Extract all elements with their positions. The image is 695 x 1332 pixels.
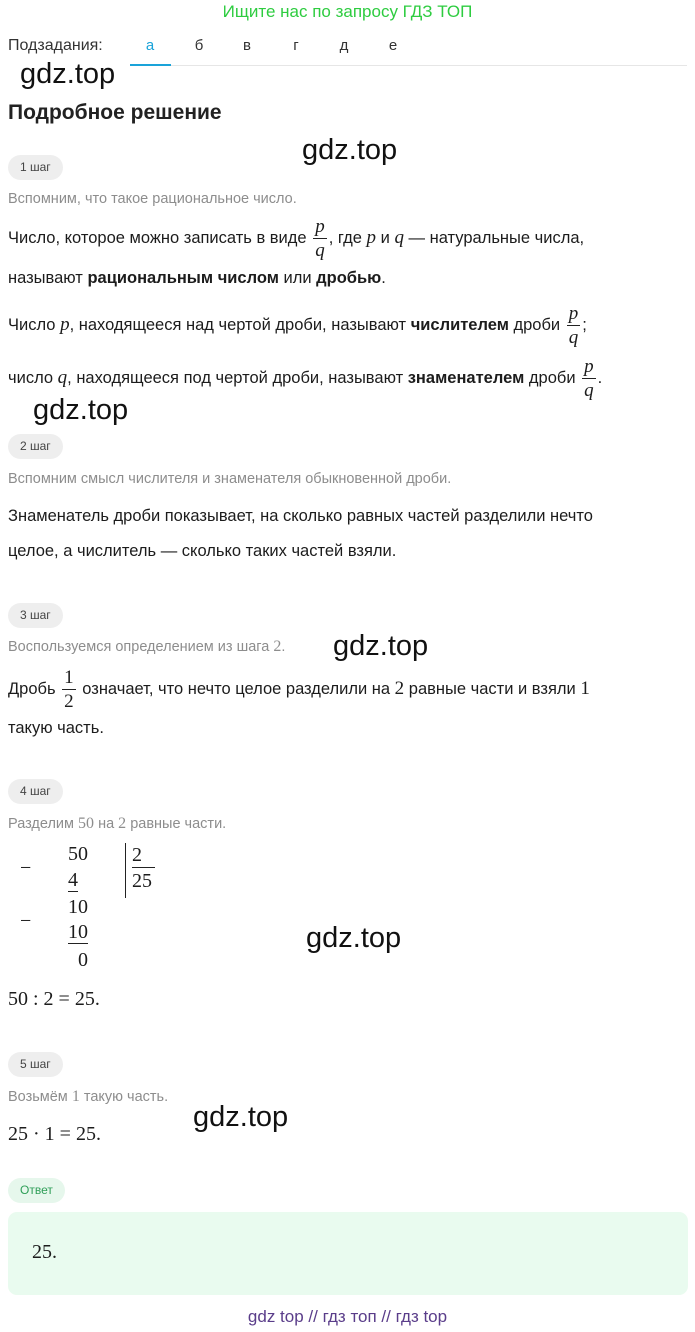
- watermark: gdz.top: [193, 1101, 289, 1133]
- text: дроби: [513, 315, 561, 334]
- division-minus: −: [20, 910, 32, 932]
- number: 1: [71, 1088, 80, 1105]
- step1-line3: [8, 302, 587, 348]
- step-badge-3: 3 шаг: [8, 603, 63, 628]
- step-badge-4: 4 шаг: [8, 779, 63, 804]
- text: называют: [8, 269, 83, 287]
- step2-line2: целое, а числитель — сколько таких частей взяли.: [8, 542, 397, 560]
- step-badge-1: 1 шаг: [8, 155, 63, 180]
- text: такую часть.: [83, 1089, 169, 1105]
- text: равные части.: [130, 816, 227, 832]
- step3-line1: [8, 666, 590, 712]
- fraction-denominator: q: [315, 239, 325, 261]
- text: , находящееся над чертой дроби, называют: [69, 315, 407, 334]
- footer-links[interactable]: gdz top // гдз топ // гдз top: [247, 1307, 448, 1326]
- search-banner: Ищите нас по запросу ГДЗ ТОП: [222, 2, 473, 21]
- term-denominator: знаменателем: [407, 368, 525, 387]
- watermark: gdz.top: [333, 630, 429, 662]
- text: .: [381, 269, 386, 287]
- tab-subtask-e[interactable]: е: [388, 37, 398, 54]
- text: , находящееся под чертой дроби, называют: [67, 368, 404, 387]
- text: Число: [8, 315, 56, 334]
- section-title: Подробное решение: [8, 101, 222, 124]
- term-rational-number: рациональным числом: [87, 269, 279, 287]
- division-divisor: 2: [132, 843, 155, 868]
- number: 1: [580, 678, 590, 699]
- term-fraction: дробью: [316, 269, 382, 287]
- fraction-one-half: [62, 668, 76, 711]
- text: равные части и взяли: [408, 679, 576, 698]
- text: и: [380, 228, 390, 247]
- division-quotient: 25: [132, 870, 152, 892]
- text: Число, которое можно записать в виде: [8, 228, 307, 247]
- step3-hint: [8, 638, 285, 656]
- fraction-denominator: 2: [64, 690, 74, 712]
- tab-subtask-v[interactable]: в: [243, 37, 251, 54]
- fraction-denominator: q: [584, 379, 594, 401]
- number: 2: [273, 638, 282, 655]
- division-remainder: 10: [68, 896, 88, 918]
- text: число: [8, 368, 54, 387]
- fraction-p-over-q: [313, 217, 327, 260]
- text: Возьмём: [8, 1089, 68, 1105]
- fraction-numerator: p: [568, 302, 579, 324]
- var-p: p: [366, 227, 377, 248]
- answer-badge: Ответ: [8, 1178, 65, 1203]
- fraction-p-over-q: [582, 357, 596, 400]
- step1-hint: Вспомним, что такое рациональное число.: [8, 191, 297, 207]
- text: .: [597, 368, 603, 387]
- number: 2: [118, 815, 127, 832]
- step5-result: 25 · 1 = 25.: [8, 1123, 101, 1145]
- step1-line2: [8, 269, 386, 288]
- tab-subtask-g[interactable]: г: [293, 37, 299, 54]
- division-subtrahend: 10: [68, 921, 88, 943]
- division-remainder: 0: [78, 949, 88, 971]
- tab-subtask-a[interactable]: а: [145, 37, 155, 54]
- watermark: gdz.top: [302, 134, 398, 166]
- division-bar: [125, 870, 126, 898]
- var-q: q: [394, 227, 404, 248]
- text: .: [281, 639, 286, 655]
- division-minus: −: [20, 857, 32, 879]
- text: — натуральные числа,: [408, 228, 585, 247]
- step4-hint: [8, 815, 226, 833]
- term-numerator: числителем: [410, 315, 509, 334]
- division-bar: [125, 843, 126, 870]
- watermark: gdz.top: [20, 58, 116, 90]
- step4-result: 50 : 2 = 25.: [8, 988, 100, 1010]
- text: означает, что нечто целое разделили на: [82, 679, 391, 698]
- answer-value: 25.: [32, 1241, 57, 1263]
- text: Дробь: [8, 679, 56, 698]
- step-badge-5: 5 шаг: [8, 1052, 63, 1077]
- text: на: [98, 816, 115, 832]
- division-subtrahend: 4: [68, 869, 78, 891]
- step1-line1: [8, 215, 584, 261]
- text: Воспользуемся определением из шага: [8, 639, 270, 655]
- step-badge-2: 2 шаг: [8, 434, 63, 459]
- fraction-denominator: q: [568, 326, 579, 348]
- watermark: gdz.top: [33, 394, 129, 426]
- text: ;: [582, 315, 587, 334]
- watermark: gdz.top: [306, 922, 402, 954]
- step5-hint: [8, 1088, 168, 1106]
- tab-subtask-b[interactable]: б: [194, 37, 204, 54]
- var-p: p: [60, 314, 70, 335]
- step3-line2: такую часть.: [8, 719, 104, 737]
- fraction-p-over-q: [567, 304, 581, 347]
- text: или: [283, 269, 312, 287]
- active-tab-indicator: [130, 64, 171, 66]
- step2-hint: Вспомним смысл числителя и знаменателя обыкновенной дроби.: [8, 471, 452, 487]
- text: Разделим: [8, 816, 74, 832]
- step1-line4: [8, 355, 602, 401]
- number: 50: [78, 815, 95, 832]
- subtasks-label: Подзадания:: [8, 37, 103, 54]
- division-dividend: 50: [68, 843, 88, 865]
- text: , где: [328, 228, 362, 247]
- var-q: q: [57, 367, 68, 388]
- tab-subtask-d[interactable]: д: [339, 37, 349, 54]
- text: дроби: [528, 368, 576, 387]
- answer-box: [8, 1212, 688, 1295]
- fraction-numerator: 1: [64, 666, 74, 688]
- number: 2: [394, 678, 405, 699]
- tabs-divider: [171, 65, 687, 66]
- fraction-numerator: p: [315, 215, 325, 237]
- step2-line1: Знаменатель дроби показывает, на сколько равных частей разделили нечто: [8, 507, 593, 525]
- fraction-numerator: p: [584, 355, 594, 377]
